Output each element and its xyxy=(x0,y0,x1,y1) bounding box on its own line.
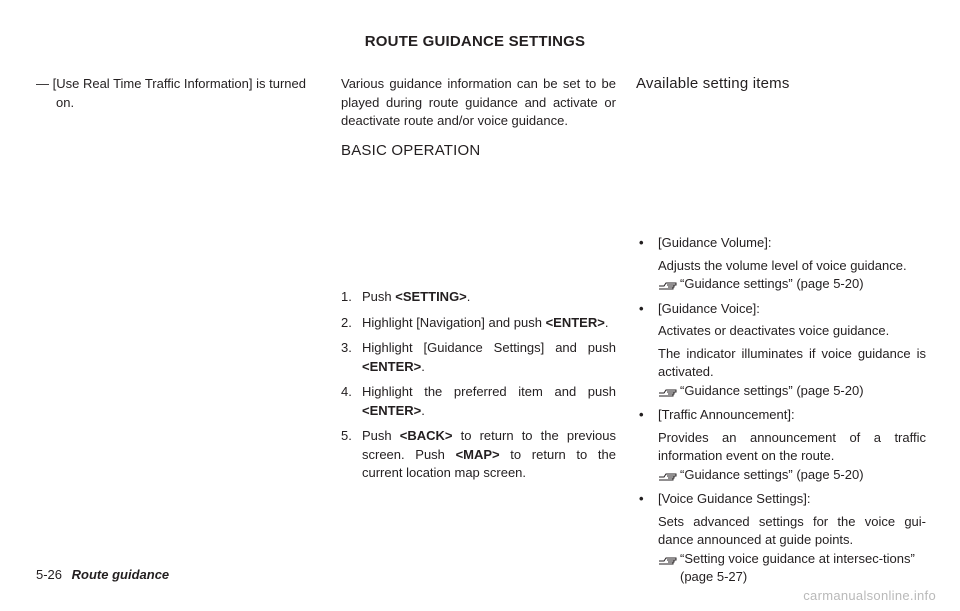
setting-description: Adjusts the volume level of voice guidance. xyxy=(658,257,907,273)
step-text-end: . xyxy=(421,402,425,418)
step-text-end: . xyxy=(466,289,471,304)
pointing-hand-icon xyxy=(658,552,678,566)
setting-description-extra: The indicator illuminates if voice guidance is activated. xyxy=(658,345,926,379)
reference-text: “Guidance settings” (page 5-20) xyxy=(680,276,864,291)
steps-list xyxy=(341,288,616,490)
setting-description: Provides an announcement of a traffic information event on the route. xyxy=(658,429,926,463)
step-key-secondary: <MAP> xyxy=(455,446,500,462)
step-text-end: to return to the current location map screen. xyxy=(362,446,616,480)
reference-text: “Guidance settings” (page 5-20) xyxy=(680,466,864,482)
setting-label: [Guidance Volume]: xyxy=(658,235,772,250)
setting-reference xyxy=(658,382,926,401)
setting-reference xyxy=(658,275,926,294)
dash-list-item: — [Use Real Time Traffic Information] is turned on. xyxy=(36,76,306,110)
step-item xyxy=(341,339,616,376)
bullet-icon: • xyxy=(639,235,644,250)
step-key: <BACK> xyxy=(399,428,453,443)
page-footer xyxy=(36,566,169,585)
step-key: <SETTING> xyxy=(395,289,467,304)
setting-label: [Voice Guidance Settings]: xyxy=(658,491,811,506)
step-text: Highlight [Guidance Settings] and push xyxy=(362,340,616,355)
step-item xyxy=(341,427,616,483)
setting-item xyxy=(636,490,926,587)
watermark: carmanualsonline.info xyxy=(803,587,936,603)
step-key: <ENTER> xyxy=(545,314,605,330)
step-text: Highlight [Navigation] and push xyxy=(362,314,546,330)
setting-description: Activates or deactivates voice guidance. xyxy=(658,323,890,338)
column-left xyxy=(36,75,326,112)
available-items-heading: Available setting items xyxy=(636,75,790,92)
page-number: 5-26 xyxy=(36,567,63,582)
step-number: 3. xyxy=(341,340,352,355)
reference-text: “Setting voice guidance at intersec-tions” (page 5-27) xyxy=(680,550,915,584)
reference-text: “Guidance settings” (page 5-20) xyxy=(680,382,864,398)
step-number: 2. xyxy=(341,314,352,330)
pointing-hand-icon xyxy=(658,277,678,291)
step-key: <ENTER> xyxy=(362,358,422,374)
pointing-hand-icon xyxy=(658,468,678,482)
intro-paragraph: Various guidance information can be set to be played during route guidance and activate or deactivate route and/or voice guidance. xyxy=(341,76,616,128)
setting-item xyxy=(636,406,926,484)
setting-description: Sets advanced settings for the voice gui-dance announced at guide points. xyxy=(658,513,926,547)
step-text-middle: to return to the previous screen. Push xyxy=(362,428,616,462)
page-title: ROUTE GUIDANCE SETTINGS xyxy=(364,33,586,50)
step-text: Highlight the preferred item and push xyxy=(362,384,616,399)
step-item xyxy=(341,314,616,333)
section-name: Route guidance xyxy=(71,567,170,582)
step-item xyxy=(341,383,616,420)
step-item xyxy=(341,288,616,307)
pointing-hand-icon xyxy=(658,384,678,398)
setting-label: [Traffic Announcement]: xyxy=(658,407,795,422)
setting-reference xyxy=(658,466,926,485)
bullet-icon: • xyxy=(639,407,644,422)
step-number: 1. xyxy=(341,289,352,304)
step-text-end: . xyxy=(421,358,425,374)
step-number: 4. xyxy=(341,384,352,399)
step-key: <ENTER> xyxy=(362,402,422,418)
setting-item xyxy=(636,234,926,294)
step-number: 5. xyxy=(341,428,352,443)
bullet-icon: • xyxy=(639,491,644,506)
setting-item xyxy=(636,300,926,401)
bullet-icon: • xyxy=(639,300,644,316)
column-right xyxy=(636,75,926,94)
step-text-end: . xyxy=(604,314,609,330)
setting-label: [Guidance Voice]: xyxy=(658,300,760,316)
setting-reference xyxy=(658,550,926,587)
step-text: Push xyxy=(362,289,396,304)
step-text: Push xyxy=(362,428,400,443)
column-middle xyxy=(341,75,616,160)
settings-items-list xyxy=(636,234,926,593)
basic-operation-heading: BASIC OPERATION xyxy=(341,141,481,159)
